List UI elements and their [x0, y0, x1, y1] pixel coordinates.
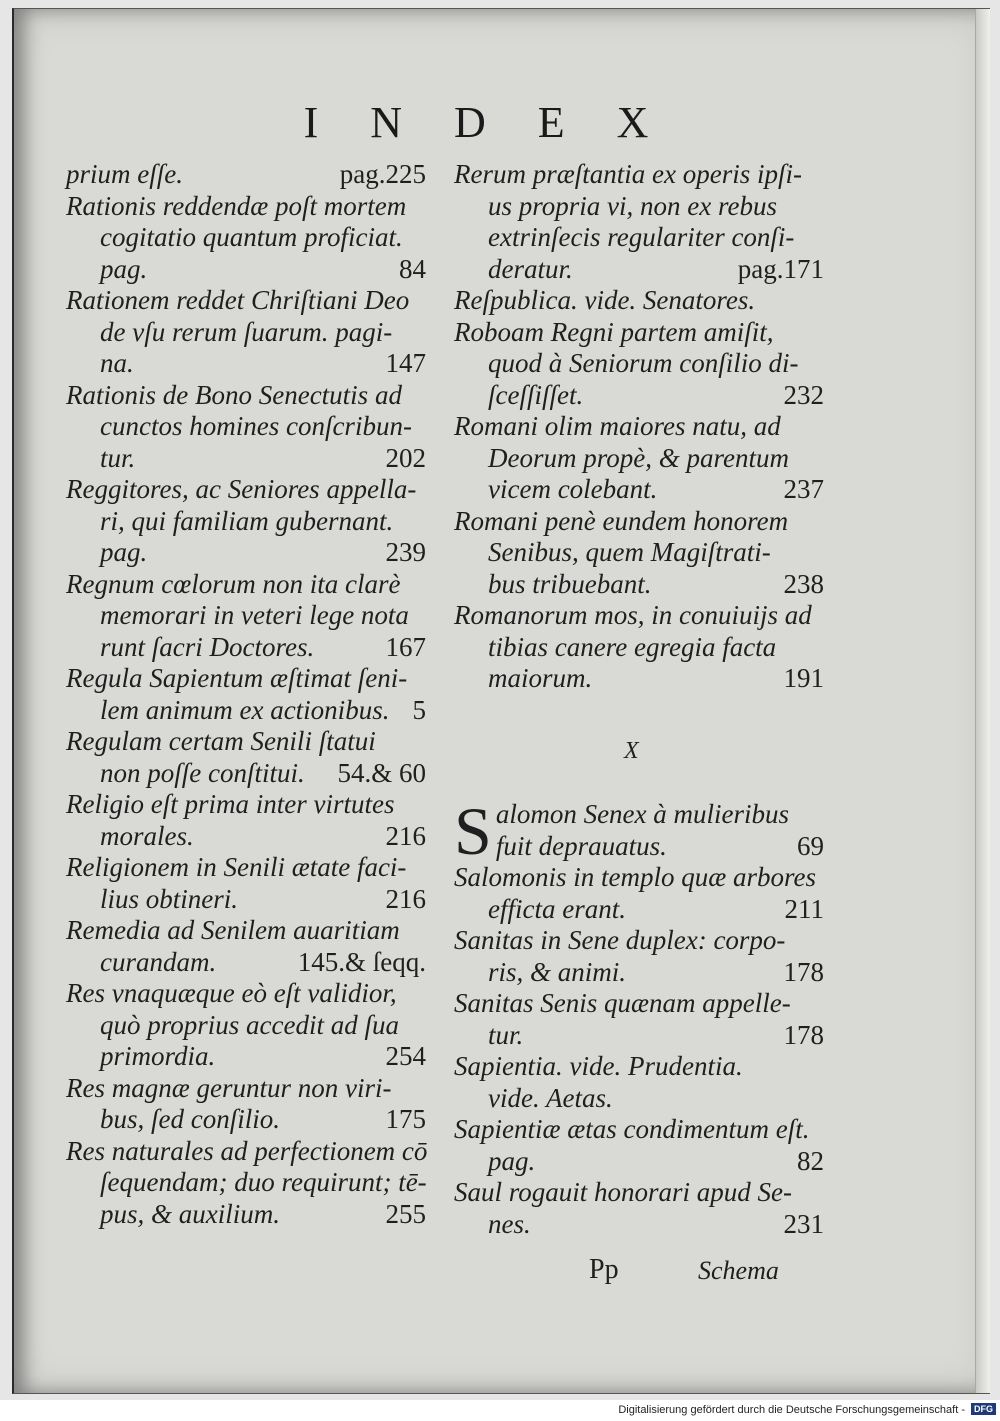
- entry-line: Romanorum mos, in conuiuijs ad: [454, 600, 812, 630]
- digitization-footer: [0, 1400, 1000, 1421]
- page-reference: 69: [797, 830, 824, 861]
- entry-line: Remedia ad Senilem auaritiam: [66, 915, 400, 945]
- page-reference: 82: [797, 1145, 824, 1176]
- entry-line: Salomonis in templo quæ arbores: [454, 862, 817, 892]
- entry-line-text: tur.: [100, 442, 136, 473]
- entry-line-text: deratur.: [488, 253, 573, 284]
- entry-line-text: tur.: [488, 1019, 524, 1050]
- page-reference: pag.171: [737, 253, 824, 284]
- index-entry: [66, 569, 426, 664]
- entry-line: Romani olim maiores natu, ad: [454, 411, 781, 441]
- entry-line-text: vicem colebant.: [488, 474, 658, 504]
- page-reference: 5: [412, 694, 426, 725]
- entry-line: Religio eſt prima inter virtutes: [66, 789, 395, 819]
- entry-line: [66, 1104, 426, 1136]
- entry-line: Religionem in Senili ætate faci-: [66, 852, 407, 882]
- index-entry: [66, 285, 426, 380]
- index-entry: [454, 793, 824, 869]
- entry-line: [454, 957, 824, 989]
- entry-line: [66, 159, 426, 191]
- entry-line-text: efficta erant.: [488, 893, 626, 924]
- index-entry: [66, 159, 426, 191]
- page-reference: 231: [783, 1208, 824, 1239]
- page-reference: 255: [385, 1198, 426, 1229]
- section-letter: X: [624, 738, 639, 764]
- entry-line: [454, 1020, 824, 1052]
- entry-line: de vſu rerum ſuarum. pagi-: [100, 316, 393, 347]
- entry-line: [66, 348, 426, 380]
- index-entry: [454, 285, 824, 317]
- entry-line-text: pus, & auxilium.: [100, 1198, 280, 1229]
- entry-line: [66, 947, 426, 979]
- page-edge: [975, 9, 990, 1393]
- entry-line: cogitatio quantum proficiat.: [100, 222, 403, 252]
- entry-line: Romani penè eundem honorem: [454, 505, 789, 536]
- entry-line-text: pag.: [100, 253, 148, 284]
- page-reference: 202: [385, 442, 426, 473]
- book-page: [12, 8, 990, 1394]
- entry-line: memorari in veteri lege nota: [100, 600, 409, 630]
- entry-line: [454, 474, 824, 506]
- entry-line: Sapientiæ ætas condimentum eſt.: [454, 1114, 810, 1144]
- entry-line: alomon Senex à mulieribus: [495, 799, 790, 829]
- index-entry: [66, 1073, 426, 1136]
- s-section-column: [454, 793, 824, 1240]
- entry-line-text: prium eſſe.: [66, 159, 183, 189]
- index-entry: [66, 852, 426, 915]
- index-entry: [454, 862, 824, 925]
- index-entry: [454, 411, 824, 506]
- index-entry: [454, 988, 824, 1051]
- entry-line: [454, 254, 824, 286]
- left-index-column: [66, 159, 426, 1230]
- entry-line: [66, 254, 426, 286]
- entry-line: Deorum propè, & parentum: [488, 442, 789, 473]
- entry-line: [454, 380, 824, 412]
- entry-line: Roboam Regni partem amiſit,: [454, 316, 774, 347]
- entry-line: Rerum præſtantia ex operis ipſi-: [454, 159, 802, 189]
- entry-line: Regulam certam Senili ſtatui: [66, 726, 376, 756]
- dropcap-letter: S: [454, 793, 492, 869]
- entry-line-text: morales.: [100, 820, 194, 851]
- entry-line: vide. Aetas.: [488, 1082, 613, 1113]
- entry-line-text: runt ſacri Doctores.: [100, 631, 315, 662]
- entry-line: [66, 1199, 426, 1231]
- entry-line-text: lem animum ex actionibus.: [100, 694, 390, 725]
- entry-line: Sanitas in Sene duplex: corpo-: [454, 925, 786, 955]
- entry-line: Regula Sapientum æſtimat ſeni-: [66, 663, 408, 693]
- index-entry: [66, 789, 426, 852]
- entry-line: ſequendam; duo requirunt; tē-: [100, 1167, 427, 1197]
- entry-line-text: fuit deprauatus.: [495, 830, 667, 861]
- entry-line: tibias canere egregia facta: [488, 631, 777, 662]
- entry-line-text: bus tribuebant.: [488, 568, 652, 599]
- page-reference: pag.225: [339, 159, 426, 189]
- index-entry: [66, 915, 426, 978]
- page-reference: 167: [385, 631, 426, 662]
- page-reference: 191: [783, 663, 824, 693]
- index-entry: [66, 380, 426, 475]
- entry-line: Rationem reddet Chriſtiani Deo: [66, 285, 410, 315]
- entry-line-text: curandam.: [100, 946, 217, 977]
- entry-line: [454, 569, 824, 601]
- entry-line: ri, qui familiam gubernant.: [100, 505, 394, 536]
- page-header: INDEX: [303, 98, 701, 147]
- entry-line-text: bus, ſed conſilio.: [100, 1104, 280, 1134]
- entry-line-text: pag.: [100, 537, 148, 567]
- entry-line: Saul rogauit honorari apud Se-: [454, 1177, 793, 1207]
- index-entry: [66, 1136, 426, 1231]
- entry-line: extrinſecis regulariter conſi-: [488, 222, 795, 252]
- entry-line: Reggitores, ac Seniores appella-: [66, 474, 417, 504]
- page-reference: 239: [385, 537, 426, 567]
- entry-line-text: na.: [100, 348, 134, 378]
- index-entry: [454, 506, 824, 601]
- footer-credit: Digitalisierung gefördert durch die Deutsche Forschungsgemeinschaft -: [618, 1404, 965, 1416]
- entry-line: cunctos homines conſcribun-: [100, 411, 412, 441]
- page-reference: 175: [385, 1104, 426, 1134]
- index-entry: [454, 317, 824, 412]
- entry-line-text: lius obtineri.: [100, 883, 239, 914]
- entry-line: Sapientia. vide. Prudentia.: [454, 1051, 743, 1081]
- index-entry: [66, 663, 426, 726]
- page-reference: 211: [784, 893, 824, 924]
- entry-line: Rationis de Bono Senectutis ad: [66, 379, 402, 410]
- entry-line: [66, 821, 426, 853]
- signature-mark: Pp: [589, 1254, 619, 1285]
- index-entry: [66, 726, 426, 789]
- entry-line: Senibus, quem Magiſtrati-: [488, 537, 771, 567]
- entry-line-text: maiorum.: [488, 663, 593, 693]
- page-reference: 238: [783, 568, 824, 599]
- page-reference: 178: [783, 1019, 824, 1050]
- index-entry: [454, 1051, 824, 1114]
- entry-line: Res magnæ geruntur non viri-: [66, 1072, 392, 1103]
- entry-line: [66, 443, 426, 475]
- entry-line: quod à Seniorum conſilio di-: [488, 348, 799, 378]
- entry-line: [454, 1146, 824, 1178]
- page-reference: 84: [399, 253, 426, 284]
- page-reference: 54.& 60: [337, 757, 426, 788]
- index-entry: [454, 1177, 824, 1240]
- entry-line-text: non poſſe conſtitui.: [100, 757, 305, 788]
- entry-line: [66, 537, 426, 569]
- index-entry: [66, 191, 426, 286]
- entry-line-text: nes.: [488, 1208, 531, 1239]
- entry-line: us propria vi, non ex rebus: [488, 190, 777, 221]
- entry-line: [454, 663, 824, 695]
- entry-line-text: pag.: [488, 1145, 536, 1176]
- page-reference: 145.& ſeqq.: [297, 946, 426, 977]
- entry-line: [66, 1041, 426, 1073]
- entry-line: [66, 758, 426, 790]
- right-index-column: [454, 159, 824, 695]
- page-reference: 178: [783, 956, 824, 987]
- entry-line: [454, 831, 824, 863]
- entry-line: Regnum cœlorum non ita clarè: [66, 568, 401, 599]
- index-entry: [454, 925, 824, 988]
- entry-line: [66, 695, 426, 727]
- page-reference: 216: [385, 820, 426, 851]
- index-entry: [66, 978, 426, 1073]
- index-entry: [454, 159, 824, 285]
- catchword: Schema: [698, 1256, 779, 1285]
- entry-line: Rationis reddendæ poſt mortem: [66, 190, 407, 221]
- entry-line: Res vnaquæque eò eſt validior,: [66, 978, 397, 1008]
- index-entry: [454, 600, 824, 695]
- entry-line-text: primordia.: [100, 1041, 216, 1071]
- entry-line: quò proprius accedit ad ſua: [100, 1009, 399, 1040]
- entry-line-text: ris, & animi.: [488, 956, 627, 987]
- page-reference: 216: [385, 883, 426, 914]
- index-entry: [454, 1114, 824, 1177]
- entry-line: Reſpublica. vide. Senatores.: [454, 285, 756, 315]
- page-reference: 254: [385, 1041, 426, 1071]
- entry-line-text: ſceſſiſſet.: [488, 379, 584, 410]
- dfg-logo: DFG: [971, 1403, 996, 1415]
- page-reference: 232: [783, 379, 824, 410]
- index-entry: [66, 474, 426, 569]
- page-reference: 147: [385, 348, 426, 378]
- entry-line: Sanitas Senis quænam appelle-: [454, 988, 791, 1018]
- entry-line: [454, 894, 824, 926]
- page-reference: 237: [783, 474, 824, 504]
- entry-line: [454, 1209, 824, 1241]
- entry-line: [66, 884, 426, 916]
- entry-line: Res naturales ad perfectionem cō: [66, 1135, 428, 1166]
- entry-line: [66, 632, 426, 664]
